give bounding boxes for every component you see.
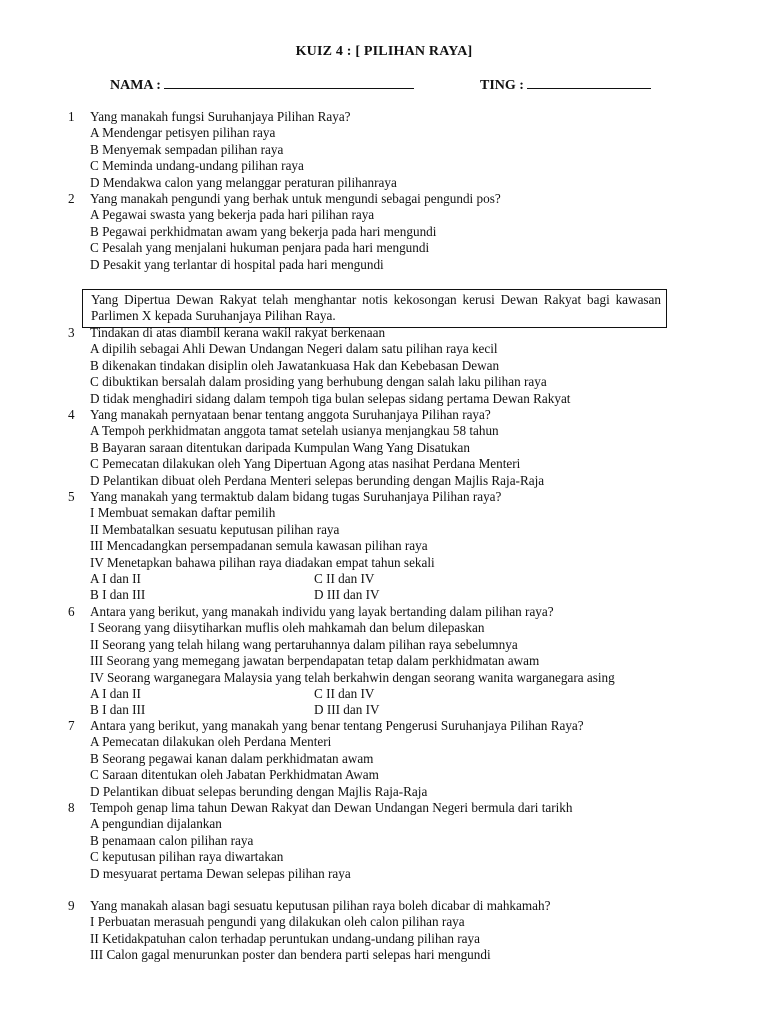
question-5 [68, 489, 688, 604]
option-b[interactable]: B Bayaran saraan ditentukan daripada Kumpulan Wang Yang Disatukan [90, 439, 470, 455]
option-d[interactable]: D Mendakwa calon yang melanggar peraturan pilihanraya [90, 174, 397, 190]
option-b[interactable]: B dikenakan tindakan disiplin oleh Jawatankuasa Hak dan Kebebasan Dewan [90, 357, 500, 373]
question-text: Tempoh genap lima tahun Dewan Rakyat dan Dewan Undangan Negeri bermula dari tarikh [90, 800, 573, 815]
statement-i: I Perbuatan merasuah pengundi yang dilakukan oleh calon pilihan raya [90, 914, 465, 930]
option-a[interactable]: A Pemecatan dilakukan oleh Perdana Menteri [90, 734, 332, 750]
question-text: Yang manakah pengundi yang berhak untuk mengundi sebagai pengundi pos? [90, 191, 501, 206]
option-d[interactable]: D tidak menghadiri sidang dalam tempoh tiga bulan selepas sidang pertama Dewan Rakyat [90, 390, 571, 406]
question-text: Yang manakah pernyataan benar tentang anggota Suruhanjaya Pilihan raya? [90, 407, 491, 422]
question-text: Tindakan di atas diambil kerana wakil rakyat berkenaan [90, 325, 386, 340]
question-number: 2 [68, 191, 75, 206]
statement-iv: IV Seorang warganegara Malaysia yang telah berkahwin dengan seorang wanita warganegara asing [90, 669, 615, 685]
statement-ii: II Membatalkan sesuatu keputusan pilihan raya [90, 521, 340, 537]
option-c[interactable]: C Pesalah yang menjalani hukuman penjara pada hari mengundi [90, 240, 430, 256]
question-number: 7 [68, 718, 75, 733]
option-a[interactable]: A pengundian dijalankan [90, 816, 222, 832]
option-c[interactable]: C dibuktikan bersalah dalam prosiding yang berhubung dengan salah laku pilihan raya [90, 374, 547, 390]
option-d[interactable]: D Pesakit yang terlantar di hospital pada hari mengundi [90, 256, 384, 272]
option-a[interactable]: A I dan II [90, 570, 141, 586]
option-b[interactable]: B penamaan calon pilihan raya [90, 832, 254, 848]
option-d[interactable]: D III dan IV [314, 702, 380, 718]
question-3 [68, 325, 688, 407]
option-d[interactable]: D III dan IV [314, 587, 380, 603]
statement-i: I Membuat semakan daftar pemilih [90, 505, 276, 521]
option-b[interactable]: B I dan III [90, 587, 146, 603]
question-4 [68, 407, 688, 489]
option-b[interactable]: B Menyemak sempadan pilihan raya [90, 141, 284, 157]
option-a[interactable]: A Pegawai swasta yang bekerja pada hari pilihan raya [90, 207, 375, 223]
question-number: 6 [68, 604, 75, 619]
question-8 [68, 800, 688, 882]
stimulus-passage-box: Yang Dipertua Dewan Rakyat telah menghantar notis kekosongan kerusi Dewan Rakyat bagi kawasan Parlimen X kepada Suruhanjaya Pilihan Raya. [82, 289, 667, 328]
option-b[interactable]: B Seorang pegawai kanan dalam perkhidmatan awam [90, 750, 374, 766]
question-number: 1 [68, 109, 75, 124]
question-number: 9 [68, 898, 75, 913]
question-number: 5 [68, 489, 75, 504]
option-d[interactable]: D mesyuarat pertama Dewan selepas pilihan raya [90, 865, 351, 881]
question-9 [68, 898, 688, 964]
statement-ii: II Seorang yang telah hilang wang pertaruhannya dalam pilihan raya sebelumnya [90, 636, 518, 652]
class-label: TING : [480, 78, 524, 93]
statement-ii: II Ketidakpatuhan calon terhadap peruntukan undang-undang pilihan raya [90, 930, 480, 946]
class-blank-line[interactable] [527, 76, 651, 89]
option-c[interactable]: C Pemecatan dilakukan oleh Yang Dipertuan Agong atas nasihat Perdana Menteri [90, 456, 521, 472]
option-a[interactable]: A I dan II [90, 685, 141, 701]
option-c[interactable]: C II dan IV [314, 570, 375, 586]
question-7 [68, 718, 688, 800]
statement-iii: III Mencadangkan persempadanan semula kawasan pilihan raya [90, 538, 428, 554]
question-text: Yang manakah alasan bagi sesuatu keputusan pilihan raya boleh dicabar di mahkamah? [90, 898, 551, 913]
question-6 [68, 604, 688, 719]
option-c[interactable]: C Saraan ditentukan oleh Jabatan Perkhidmatan Awam [90, 767, 379, 783]
question-number: 4 [68, 407, 75, 422]
option-d[interactable]: D Pelantikan dibuat oleh Perdana Menteri selepas berunding dengan Majlis Raja-Raja [90, 472, 545, 488]
option-c[interactable]: C keputusan pilihan raya diwartakan [90, 849, 284, 865]
statement-iv: IV Menetapkan bahawa pilihan raya diadakan empat tahun sekali [90, 554, 435, 570]
question-1 [68, 109, 688, 191]
class-field[interactable] [480, 76, 651, 94]
statement-iii: III Calon gagal menurunkan poster dan bendera parti selepas hari mengundi [90, 947, 491, 963]
option-c[interactable]: C Meminda undang-undang pilihan raya [90, 158, 304, 174]
question-number: 8 [68, 800, 75, 815]
name-field[interactable] [110, 76, 414, 94]
page-title: KUIZ 4 : [ PILIHAN RAYA] [295, 44, 473, 59]
option-a[interactable]: A Mendengar petisyen pilihan raya [90, 125, 276, 141]
question-2 [68, 191, 688, 273]
question-text: Yang manakah fungsi Suruhanjaya Pilihan Raya? [90, 109, 351, 124]
option-b[interactable]: B Pegawai perkhidmatan awam yang bekerja pada hari mengundi [90, 223, 437, 239]
name-label: NAMA : [110, 78, 161, 93]
statement-i: I Seorang yang diisytiharkan muflis oleh mahkamah dan belum dilepaskan [90, 620, 485, 636]
option-c[interactable]: C II dan IV [314, 685, 375, 701]
name-blank-line[interactable] [164, 76, 414, 89]
statement-iii: III Seorang yang memegang jawatan berpendapatan tetap dalam perkhidmatan awam [90, 653, 540, 669]
option-a[interactable]: A dipilih sebagai Ahli Dewan Undangan Negeri dalam satu pilihan raya kecil [90, 341, 498, 357]
option-a[interactable]: A Tempoh perkhidmatan anggota tamat setelah usianya menjangkau 58 tahun [90, 423, 499, 439]
question-text: Yang manakah yang termaktub dalam bidang tugas Suruhanjaya Pilihan raya? [90, 489, 502, 504]
option-b[interactable]: B I dan III [90, 702, 146, 718]
question-number: 3 [68, 325, 75, 340]
question-text: Antara yang berikut, yang manakah yang benar tentang Pengerusi Suruhanjaya Pilihan Raya? [90, 718, 584, 733]
question-text: Antara yang berikut, yang manakah individu yang layak bertanding dalam pilihan raya? [90, 604, 554, 619]
option-d[interactable]: D Pelantikan dibuat selepas berunding dengan Majlis Raja-Raja [90, 783, 428, 799]
